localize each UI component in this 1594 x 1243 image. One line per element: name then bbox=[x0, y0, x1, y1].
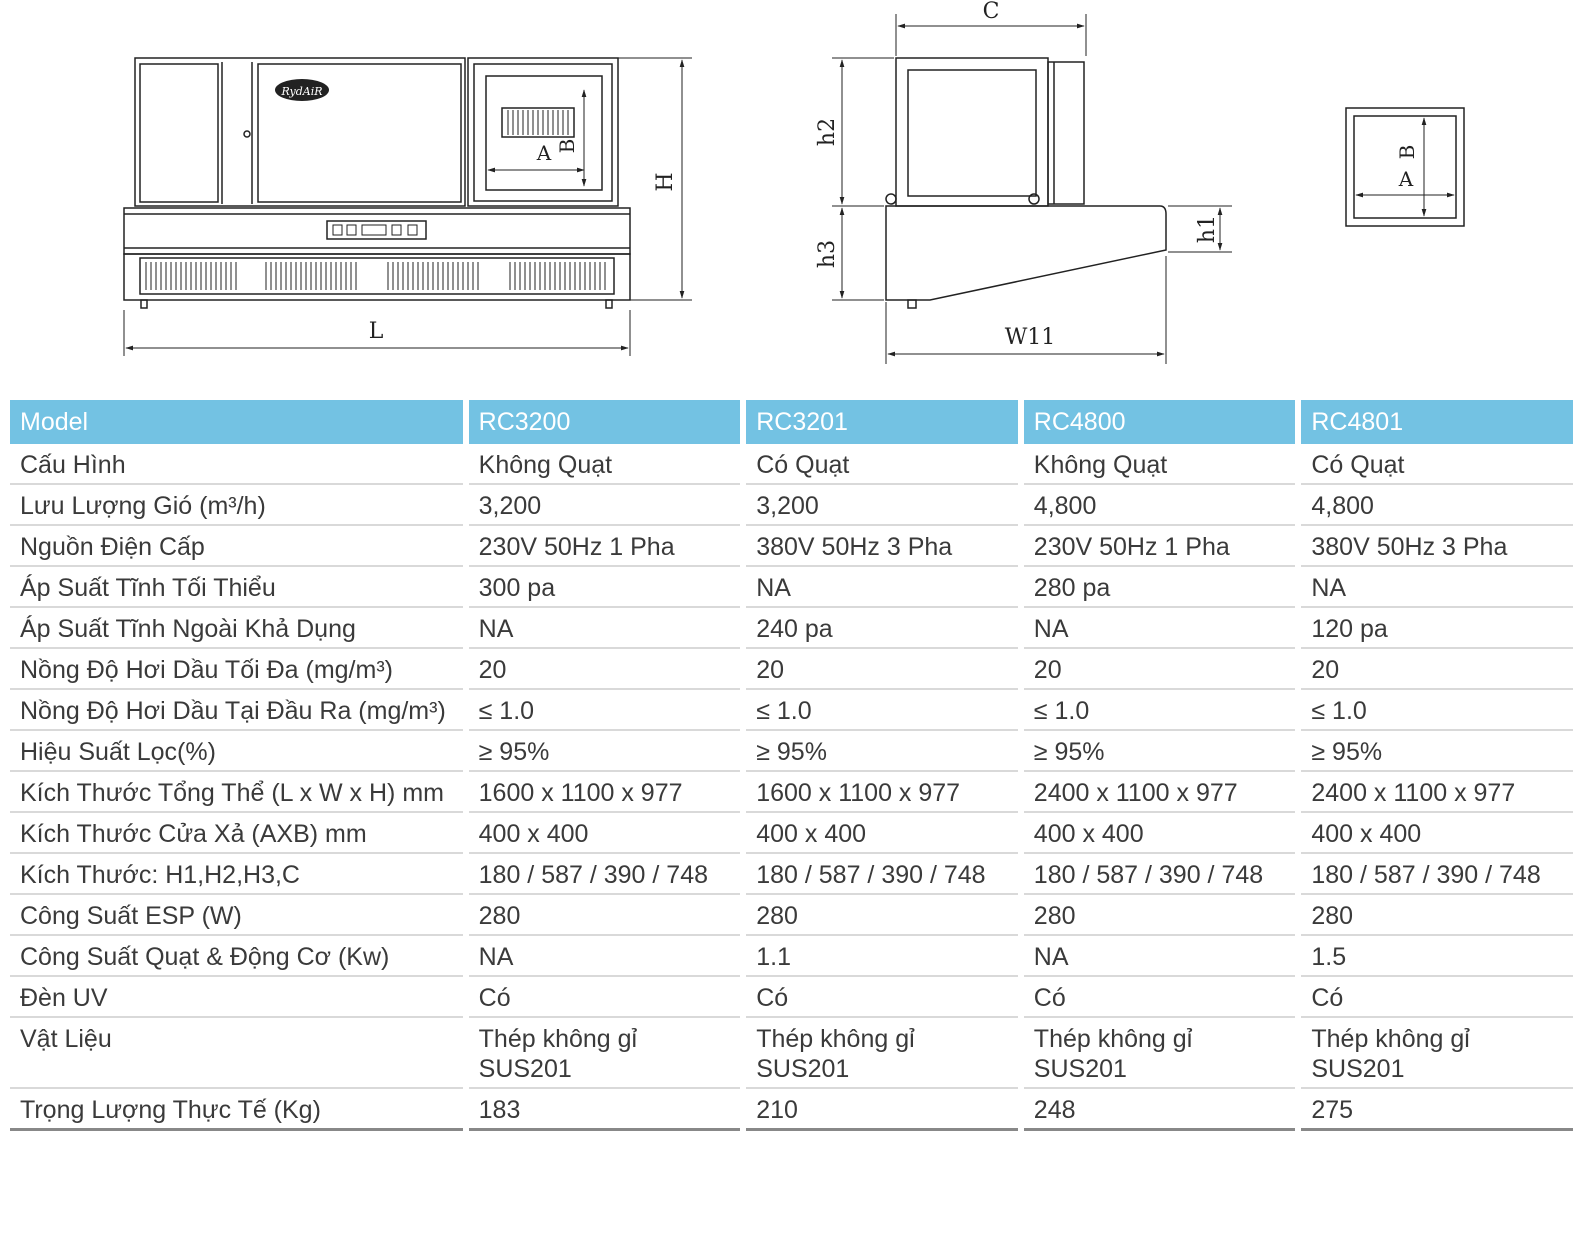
front-dim-h-label: H bbox=[653, 172, 678, 192]
table-row bbox=[10, 979, 1573, 1018]
cell-value: ≥ 95% bbox=[1301, 733, 1573, 772]
cell-value: Thép không gỉ SUS201 bbox=[746, 1020, 1018, 1089]
cell-value: 280 pa bbox=[1024, 569, 1296, 608]
side-view bbox=[832, 14, 1232, 364]
cell-value: Thép không gỉ SUS201 bbox=[1301, 1020, 1573, 1089]
row-label: Cấu Hình bbox=[10, 446, 463, 485]
table-row bbox=[10, 487, 1573, 526]
table-row bbox=[10, 733, 1573, 772]
cell-value: ≥ 95% bbox=[1024, 733, 1296, 772]
cell-value: 1600 x 1100 x 977 bbox=[469, 774, 741, 813]
cell-value: 180 / 587 / 390 / 748 bbox=[1024, 856, 1296, 895]
cell-value: 300 pa bbox=[469, 569, 741, 608]
cell-value: 210 bbox=[746, 1091, 1018, 1131]
cell-value: 1.1 bbox=[746, 938, 1018, 977]
cell-value: 380V 50Hz 3 Pha bbox=[1301, 528, 1573, 567]
cell-value: 400 x 400 bbox=[1301, 815, 1573, 854]
outlet-dim-a-label: A bbox=[1398, 167, 1414, 191]
cell-value: NA bbox=[469, 610, 741, 649]
cell-value: 20 bbox=[1024, 651, 1296, 690]
cell-value: 400 x 400 bbox=[1024, 815, 1296, 854]
cell-value: Không Quạt bbox=[1024, 446, 1296, 485]
cell-value: NA bbox=[746, 569, 1018, 608]
cell-value: 3,200 bbox=[746, 487, 1018, 526]
row-label: Kích Thước: H1,H2,H3,C bbox=[10, 856, 463, 895]
cell-value: 4,800 bbox=[1301, 487, 1573, 526]
technical-drawing bbox=[0, 0, 1594, 380]
cell-value: 180 / 587 / 390 / 748 bbox=[1301, 856, 1573, 895]
cell-value: 180 / 587 / 390 / 748 bbox=[746, 856, 1018, 895]
cell-value: NA bbox=[1024, 938, 1296, 977]
header-rc4801: RC4801 bbox=[1301, 400, 1573, 444]
cell-value: 400 x 400 bbox=[746, 815, 1018, 854]
table-row bbox=[10, 1091, 1573, 1131]
row-label: Hiệu Suất Lọc(%) bbox=[10, 733, 463, 772]
cell-value: 240 pa bbox=[746, 610, 1018, 649]
cell-value: 248 bbox=[1024, 1091, 1296, 1131]
row-label: Công Suất ESP (W) bbox=[10, 897, 463, 936]
header-rc4800: RC4800 bbox=[1024, 400, 1296, 444]
header-rc3200: RC3200 bbox=[469, 400, 741, 444]
cell-value: Có bbox=[1024, 979, 1296, 1018]
row-label: Vật Liệu bbox=[10, 1020, 463, 1089]
cell-value: 280 bbox=[469, 897, 741, 936]
table-row bbox=[10, 897, 1573, 936]
cell-value: 180 / 587 / 390 / 748 bbox=[469, 856, 741, 895]
row-label: Áp Suất Tĩnh Ngoài Khả Dụng bbox=[10, 610, 463, 649]
row-label: Công Suất Quạt & Động Cơ (Kw) bbox=[10, 938, 463, 977]
table-row bbox=[10, 651, 1573, 690]
table-row bbox=[10, 1020, 1573, 1089]
cell-value: ≤ 1.0 bbox=[746, 692, 1018, 731]
cell-value: 380V 50Hz 3 Pha bbox=[746, 528, 1018, 567]
spec-table bbox=[4, 398, 1579, 1133]
table-row bbox=[10, 815, 1573, 854]
row-label: Áp Suất Tĩnh Tối Thiểu bbox=[10, 569, 463, 608]
front-dim-a-label: A bbox=[536, 141, 552, 165]
cell-value: 2400 x 1100 x 977 bbox=[1301, 774, 1573, 813]
row-label: Đèn UV bbox=[10, 979, 463, 1018]
cell-value: Thép không gỉ SUS201 bbox=[1024, 1020, 1296, 1089]
cell-value: Có bbox=[469, 979, 741, 1018]
front-dim-b-label: B bbox=[555, 138, 579, 154]
cell-value: NA bbox=[469, 938, 741, 977]
cell-value: 120 pa bbox=[1301, 610, 1573, 649]
cell-value: Không Quạt bbox=[469, 446, 741, 485]
row-label: Lưu Lượng Gió (m³/h) bbox=[10, 487, 463, 526]
table-header-row bbox=[10, 400, 1573, 444]
table-row bbox=[10, 446, 1573, 485]
cell-value: 20 bbox=[1301, 651, 1573, 690]
cell-value: 20 bbox=[469, 651, 741, 690]
cell-value: NA bbox=[1301, 569, 1573, 608]
cell-value: Thép không gỉ SUS201 bbox=[469, 1020, 741, 1089]
cell-value: 2400 x 1100 x 977 bbox=[1024, 774, 1296, 813]
cell-value: NA bbox=[1024, 610, 1296, 649]
header-model: Model bbox=[10, 400, 463, 444]
cell-value: ≤ 1.0 bbox=[1301, 692, 1573, 731]
row-label: Kích Thước Tổng Thể (L x W x H) mm bbox=[10, 774, 463, 813]
cell-value: Có bbox=[1301, 979, 1573, 1018]
cell-value: ≤ 1.0 bbox=[1024, 692, 1296, 731]
table-row bbox=[10, 856, 1573, 895]
row-label: Nồng Độ Hơi Dầu Tối Đa (mg/m³) bbox=[10, 651, 463, 690]
cell-value: Có bbox=[746, 979, 1018, 1018]
cell-value: 4,800 bbox=[1024, 487, 1296, 526]
table-row bbox=[10, 774, 1573, 813]
table-row bbox=[10, 692, 1573, 731]
cell-value: 280 bbox=[1301, 897, 1573, 936]
front-dim-l-label: L bbox=[368, 319, 384, 344]
front-view bbox=[124, 58, 692, 356]
header-rc3201: RC3201 bbox=[746, 400, 1018, 444]
cell-value: 183 bbox=[469, 1091, 741, 1131]
table-row bbox=[10, 938, 1573, 977]
cell-value: 275 bbox=[1301, 1091, 1573, 1131]
cell-value: 400 x 400 bbox=[469, 815, 741, 854]
side-dim-c-label: C bbox=[982, 0, 1000, 24]
cell-value: 3,200 bbox=[469, 487, 741, 526]
cell-value: 20 bbox=[746, 651, 1018, 690]
row-label: Nồng Độ Hơi Dầu Tại Đầu Ra (mg/m³) bbox=[10, 692, 463, 731]
side-dim-h1-label: h1 bbox=[1195, 214, 1220, 244]
cell-value: 1600 x 1100 x 977 bbox=[746, 774, 1018, 813]
table-row bbox=[10, 610, 1573, 649]
cell-value: ≥ 95% bbox=[469, 733, 741, 772]
row-label: Trọng Lượng Thực Tế (Kg) bbox=[10, 1091, 463, 1131]
cell-value: 230V 50Hz 1 Pha bbox=[1024, 528, 1296, 567]
cell-value: Có Quạt bbox=[1301, 446, 1573, 485]
cell-value: 1.5 bbox=[1301, 938, 1573, 977]
table-row bbox=[10, 569, 1573, 608]
side-dim-h2-label: h2 bbox=[815, 117, 840, 147]
side-dim-h3-label: h3 bbox=[815, 239, 840, 269]
cell-value: Có Quạt bbox=[746, 446, 1018, 485]
cell-value: 280 bbox=[1024, 897, 1296, 936]
row-label: Nguồn Điện Cấp bbox=[10, 528, 463, 567]
outlet-dim-b-label: B bbox=[1395, 144, 1419, 160]
svg-text:RydAiR: RydAiR bbox=[281, 85, 323, 98]
cell-value: ≥ 95% bbox=[746, 733, 1018, 772]
cell-value: 230V 50Hz 1 Pha bbox=[469, 528, 741, 567]
side-dim-w-label: W11 bbox=[1004, 325, 1056, 350]
table-row bbox=[10, 528, 1573, 567]
cell-value: ≤ 1.0 bbox=[469, 692, 741, 731]
brand-logo bbox=[275, 79, 329, 101]
cell-value: 280 bbox=[746, 897, 1018, 936]
row-label: Kích Thước Cửa Xả (AXB) mm bbox=[10, 815, 463, 854]
